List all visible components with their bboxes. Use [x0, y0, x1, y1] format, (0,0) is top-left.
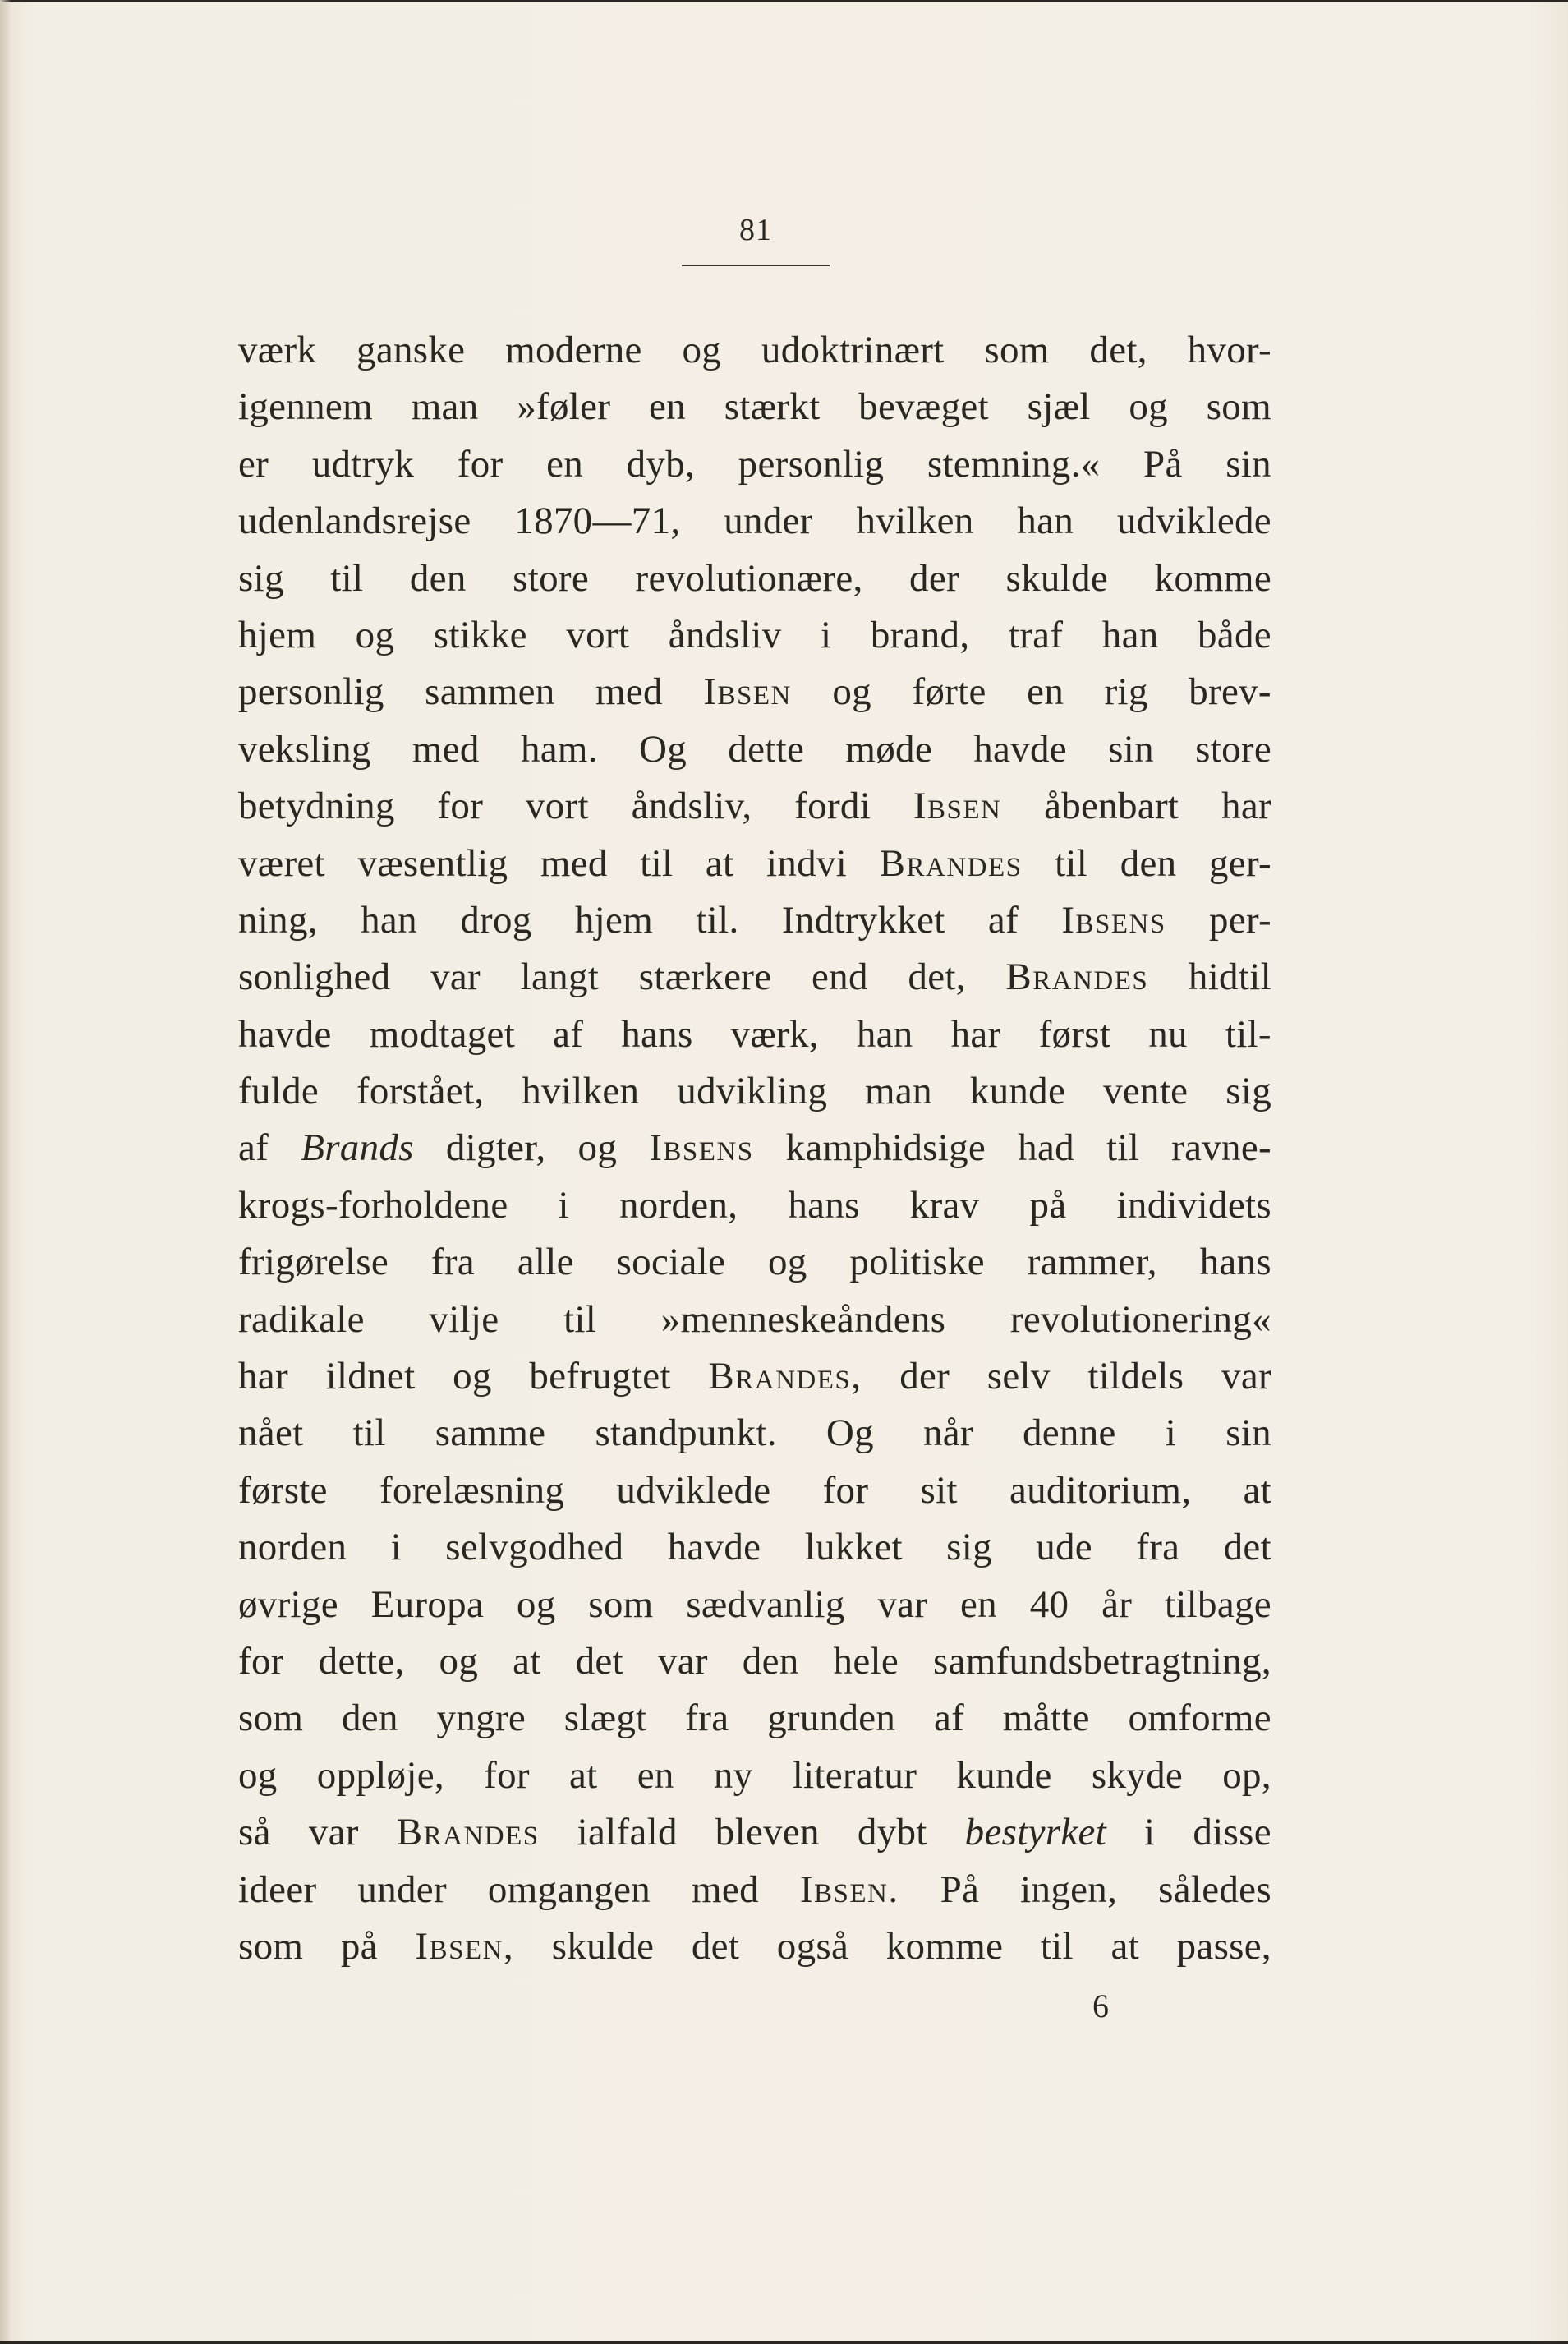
word: sonlighed: [238, 956, 391, 999]
word: måtte: [1002, 1697, 1090, 1740]
word: kamphidsige: [785, 1126, 986, 1170]
word: det: [575, 1639, 623, 1683]
word: for: [822, 1468, 869, 1512]
word: kunde: [969, 1070, 1066, 1113]
word: Ibsens: [649, 1126, 754, 1170]
word: »føler: [517, 385, 611, 429]
word: passe,: [1176, 1924, 1271, 1968]
word: På: [1143, 442, 1183, 486]
word: som: [238, 1697, 304, 1740]
word: Ibsen.: [799, 1867, 899, 1911]
word: hidtil: [1188, 956, 1271, 999]
word: disse: [1193, 1811, 1271, 1854]
word: befrugtet: [529, 1355, 671, 1398]
word: veksling: [238, 727, 371, 771]
word: at: [705, 841, 734, 885]
word: åndsliv,: [631, 785, 752, 828]
word: og: [767, 1241, 807, 1284]
word: drog: [460, 898, 532, 942]
word: var: [308, 1811, 359, 1854]
word: til: [1106, 1126, 1140, 1170]
word: for: [484, 1753, 530, 1797]
word: af: [553, 1012, 584, 1056]
word: en: [637, 1753, 674, 1797]
word: krogs-forholdene: [238, 1183, 508, 1227]
word: end: [812, 956, 868, 999]
word: og: [439, 1639, 479, 1683]
word: stærkere: [638, 956, 772, 999]
word: for: [238, 1639, 284, 1683]
word: år: [1101, 1582, 1133, 1626]
word: norden,: [618, 1183, 738, 1227]
text-line: [238, 664, 1271, 721]
word: til.: [696, 898, 739, 942]
word: åbenbart: [1044, 785, 1179, 828]
word: per-: [1209, 898, 1271, 942]
word: sædvanlig: [686, 1582, 845, 1626]
text-line: [238, 892, 1271, 949]
word: omforme: [1128, 1697, 1271, 1740]
word: til: [352, 1411, 386, 1455]
word: har: [238, 1355, 288, 1398]
word: personlig: [738, 442, 885, 486]
word: nået: [238, 1411, 304, 1455]
word: Og: [639, 727, 687, 771]
word: op,: [1222, 1753, 1271, 1797]
word: også: [776, 1924, 849, 1968]
text-line: [238, 1748, 1271, 1804]
word: 1870—71,: [514, 500, 681, 543]
text-line: [238, 949, 1271, 1006]
word: moderne: [505, 329, 642, 371]
text-line: [238, 778, 1271, 835]
word: sociale: [616, 1241, 726, 1284]
word: og: [577, 1126, 618, 1170]
text-line: [238, 1804, 1271, 1861]
word: komme: [1154, 556, 1271, 600]
word: Indtrykket: [781, 898, 945, 942]
word: had: [1018, 1126, 1074, 1170]
word: var: [430, 956, 481, 999]
text-line: [238, 493, 1271, 550]
word: Brandes,: [708, 1355, 862, 1398]
top-edge-rule: [0, 0, 1568, 2]
word: til: [1055, 841, 1088, 885]
word: stikke: [433, 613, 527, 656]
text-line: [238, 1462, 1271, 1519]
word: grunden: [767, 1697, 896, 1740]
text-line: [238, 1006, 1271, 1063]
text-line: [238, 721, 1271, 778]
word: møde: [845, 727, 932, 771]
word: og: [238, 1753, 278, 1797]
text-line: [238, 550, 1271, 607]
word: Ibsen: [913, 785, 1002, 828]
word: ingen,: [1020, 1867, 1118, 1911]
word: en: [1027, 670, 1064, 714]
word: sin: [1108, 727, 1154, 771]
word: udtryk: [311, 442, 415, 486]
word: ialfald: [577, 1811, 678, 1854]
word: Ibsen,: [415, 1924, 515, 1968]
word: omgangen: [487, 1867, 651, 1911]
word: det,: [908, 956, 966, 999]
text-line: [238, 1063, 1271, 1120]
word: rig: [1104, 670, 1148, 714]
text-line: [238, 379, 1271, 435]
word: fra: [1136, 1526, 1180, 1569]
word: ning,: [238, 898, 318, 942]
word: hvilken: [856, 500, 974, 543]
word: nu: [1148, 1012, 1188, 1056]
body-text: [238, 322, 1271, 1975]
word: åndsliv: [668, 613, 782, 656]
word: skyde: [1091, 1753, 1184, 1797]
word: sammen: [425, 670, 555, 714]
word: hjem: [238, 613, 317, 656]
word: udoktrinært: [761, 329, 945, 371]
word: til: [563, 1297, 597, 1341]
word: hvilken: [522, 1070, 640, 1113]
word: for: [457, 442, 504, 486]
word: havde: [973, 727, 1067, 771]
word: revolutionering«: [1009, 1297, 1271, 1341]
word: samfundsbetragtning,: [932, 1639, 1271, 1683]
word: ideer: [238, 1867, 317, 1911]
word: havde: [238, 1012, 332, 1056]
word: Og: [825, 1411, 874, 1455]
word: så: [238, 1811, 271, 1854]
word: revolutionære,: [635, 556, 863, 600]
word: bestyrket: [964, 1811, 1107, 1854]
word: til: [1040, 1924, 1074, 1968]
word: man: [411, 385, 479, 429]
word: som: [1206, 385, 1271, 429]
word: og: [355, 613, 395, 656]
word: og: [832, 670, 871, 714]
text-line: [238, 322, 1271, 379]
word: udvikling: [677, 1070, 828, 1113]
word: i: [821, 613, 832, 656]
word: det: [691, 1924, 740, 1968]
word: af: [934, 1697, 965, 1740]
word: som: [238, 1924, 304, 1968]
word: rammer,: [1027, 1241, 1157, 1284]
word: indvi: [766, 841, 848, 885]
word: for: [437, 785, 484, 828]
word: den: [742, 1639, 799, 1683]
word: dette,: [318, 1639, 405, 1683]
word: han: [1101, 613, 1159, 656]
word: yngre: [436, 1697, 526, 1740]
word: hele: [833, 1639, 899, 1683]
bottom-edge-rule: [0, 2341, 1568, 2344]
header-rule: [682, 265, 830, 266]
word: norden: [238, 1526, 347, 1569]
word: vente: [1103, 1070, 1189, 1113]
word: auditorium,: [1009, 1468, 1192, 1512]
word: at: [1110, 1924, 1140, 1968]
word: sig: [238, 556, 284, 600]
text-line: [238, 1177, 1271, 1234]
word: fulde: [238, 1070, 320, 1113]
word: forelæsning: [379, 1468, 565, 1512]
word: igennem: [238, 385, 373, 429]
word: af: [987, 898, 1019, 942]
word: var: [657, 1639, 708, 1683]
word: ravne-: [1171, 1126, 1271, 1170]
word: at: [569, 1753, 598, 1797]
word: udenlandsrejse: [238, 500, 471, 543]
text-line: [238, 1577, 1271, 1633]
word: den: [342, 1697, 398, 1740]
word: hjem: [574, 898, 654, 942]
word: som: [588, 1582, 654, 1626]
text-line: [238, 436, 1271, 493]
word: fra: [430, 1241, 475, 1284]
word: først: [1038, 1012, 1111, 1056]
page-header: [682, 212, 830, 266]
word: vort: [566, 613, 630, 656]
word: har: [950, 1012, 1001, 1056]
word: en: [960, 1582, 997, 1626]
word: forstået,: [356, 1070, 485, 1113]
word: øvrige: [238, 1582, 338, 1626]
word: sig: [1225, 1070, 1271, 1113]
word: På: [940, 1867, 980, 1911]
text-line: [238, 1234, 1271, 1291]
word: han: [856, 1012, 913, 1056]
word: alle: [517, 1241, 574, 1284]
word: at: [513, 1639, 541, 1683]
word: med: [692, 1867, 759, 1911]
word: er: [238, 442, 269, 486]
word: i: [1144, 1811, 1156, 1854]
word: hans: [788, 1183, 860, 1227]
word: værk,: [730, 1012, 819, 1056]
word: til: [640, 841, 674, 885]
text-line: [238, 1633, 1271, 1690]
word: til-: [1225, 1012, 1271, 1056]
word: literatur: [792, 1753, 917, 1797]
text-line: [238, 1519, 1271, 1576]
word: lukket: [804, 1526, 903, 1569]
word: 40: [1029, 1582, 1069, 1626]
text-line: [238, 836, 1271, 892]
word: samme: [435, 1411, 546, 1455]
word: på: [340, 1924, 378, 1968]
word: denne: [1022, 1411, 1116, 1455]
word: sit: [920, 1468, 958, 1512]
word: radikale: [238, 1297, 365, 1341]
word: man: [865, 1070, 932, 1113]
word: Brandes: [396, 1811, 540, 1854]
word: vort: [525, 785, 589, 828]
word: oppløje,: [316, 1753, 444, 1797]
page-number: 81: [739, 213, 772, 247]
text-line: [238, 1918, 1271, 1975]
word: været: [238, 841, 325, 885]
word: betydning: [238, 785, 395, 828]
word: i: [1165, 1411, 1177, 1455]
word: det,: [1089, 329, 1147, 371]
word: har: [1221, 785, 1271, 828]
word: havde: [667, 1526, 761, 1569]
word: værk: [238, 329, 317, 371]
word: til: [330, 556, 364, 600]
word: under: [357, 1867, 447, 1911]
word: brand,: [870, 613, 970, 656]
word: ude: [1036, 1526, 1092, 1569]
gutter-shadow: [0, 0, 11, 2344]
word: slægt: [563, 1697, 647, 1740]
word: og: [516, 1582, 556, 1626]
signature-mark: 6: [1092, 1987, 1109, 2024]
text-line: [238, 1862, 1271, 1918]
word: bevæget: [858, 385, 989, 429]
word: modtaget: [369, 1012, 516, 1056]
word: store: [1195, 727, 1271, 771]
word: digter,: [445, 1126, 546, 1170]
word: på: [1029, 1183, 1067, 1227]
word: vilje: [429, 1297, 499, 1341]
word: med: [595, 670, 663, 714]
word: en: [649, 385, 686, 429]
word: ny: [713, 1753, 753, 1797]
word: standpunkt.: [595, 1411, 777, 1455]
word: i: [558, 1183, 569, 1227]
word: ger-: [1209, 841, 1271, 885]
word: dybt: [857, 1811, 927, 1854]
word: udviklede: [616, 1468, 771, 1512]
word: selvgodhed: [445, 1526, 624, 1569]
word: det: [1223, 1526, 1271, 1569]
word: selv: [986, 1355, 1051, 1398]
word: der: [909, 556, 959, 600]
word: under: [724, 500, 813, 543]
word: dette: [728, 727, 805, 771]
word: Ibsens: [1061, 898, 1166, 942]
word: store: [513, 556, 590, 600]
word: bleven: [715, 1811, 820, 1854]
word: væsentlig: [357, 841, 508, 885]
word: han: [361, 898, 417, 942]
word: hans: [1199, 1241, 1271, 1284]
word: ganske: [356, 329, 466, 371]
word: hans: [621, 1012, 693, 1056]
word: at: [1243, 1468, 1271, 1512]
word: udviklede: [1116, 500, 1271, 543]
word: fordi: [794, 785, 871, 828]
word: med: [540, 841, 608, 885]
text-line: [238, 1120, 1271, 1177]
word: og: [682, 329, 722, 371]
word: dyb,: [626, 442, 696, 486]
word: af: [238, 1126, 269, 1170]
word: første: [238, 1468, 328, 1512]
word: sjæl: [1027, 385, 1091, 429]
word: sin: [1225, 442, 1271, 486]
word: både: [1198, 613, 1271, 656]
word: der: [899, 1355, 950, 1398]
word: og: [1129, 385, 1168, 429]
word: den: [1120, 841, 1177, 885]
word: kunde: [956, 1753, 1052, 1797]
word: den: [409, 556, 467, 600]
text-line: [238, 607, 1271, 664]
word: politiske: [849, 1241, 985, 1284]
word: han: [1017, 500, 1074, 543]
text-line: [238, 1690, 1271, 1747]
word: personlig: [238, 670, 384, 714]
word: skulde: [551, 1924, 655, 1968]
word: stærkt: [724, 385, 821, 429]
word: individets: [1116, 1183, 1271, 1227]
word: langt: [520, 956, 600, 999]
word: fra: [685, 1697, 729, 1740]
word: krav: [909, 1183, 980, 1227]
word: »menneskeåndens: [660, 1297, 946, 1341]
word: Brandes: [879, 841, 1023, 885]
word: var: [1221, 1355, 1271, 1398]
text-line: [238, 1405, 1271, 1462]
word: med: [412, 727, 480, 771]
text-line: [238, 1348, 1271, 1405]
word: Brands: [301, 1126, 414, 1170]
word: i: [390, 1526, 402, 1569]
word: førte: [912, 670, 986, 714]
word: når: [922, 1411, 973, 1455]
word: Ibsen: [703, 670, 792, 714]
word: tilbage: [1164, 1582, 1271, 1626]
word: sin: [1225, 1411, 1271, 1455]
word: Brandes: [1005, 956, 1149, 999]
word: således: [1158, 1867, 1271, 1911]
word: som: [984, 329, 1050, 371]
word: ham.: [520, 727, 598, 771]
word: en: [546, 442, 584, 486]
word: brev-: [1189, 670, 1271, 714]
word: traf: [1008, 613, 1064, 656]
word: stemning.«: [927, 442, 1101, 486]
word: Europa: [370, 1582, 485, 1626]
word: komme: [885, 1924, 1004, 1968]
word: skulde: [1005, 556, 1108, 600]
text-line: [238, 1292, 1271, 1348]
word: var: [877, 1582, 928, 1626]
word: og: [453, 1355, 492, 1398]
word: sig: [946, 1526, 992, 1569]
word: ildnet: [325, 1355, 416, 1398]
word: frigørelse: [238, 1241, 389, 1284]
word: hvor-: [1187, 329, 1271, 371]
word: tildels: [1087, 1355, 1184, 1398]
